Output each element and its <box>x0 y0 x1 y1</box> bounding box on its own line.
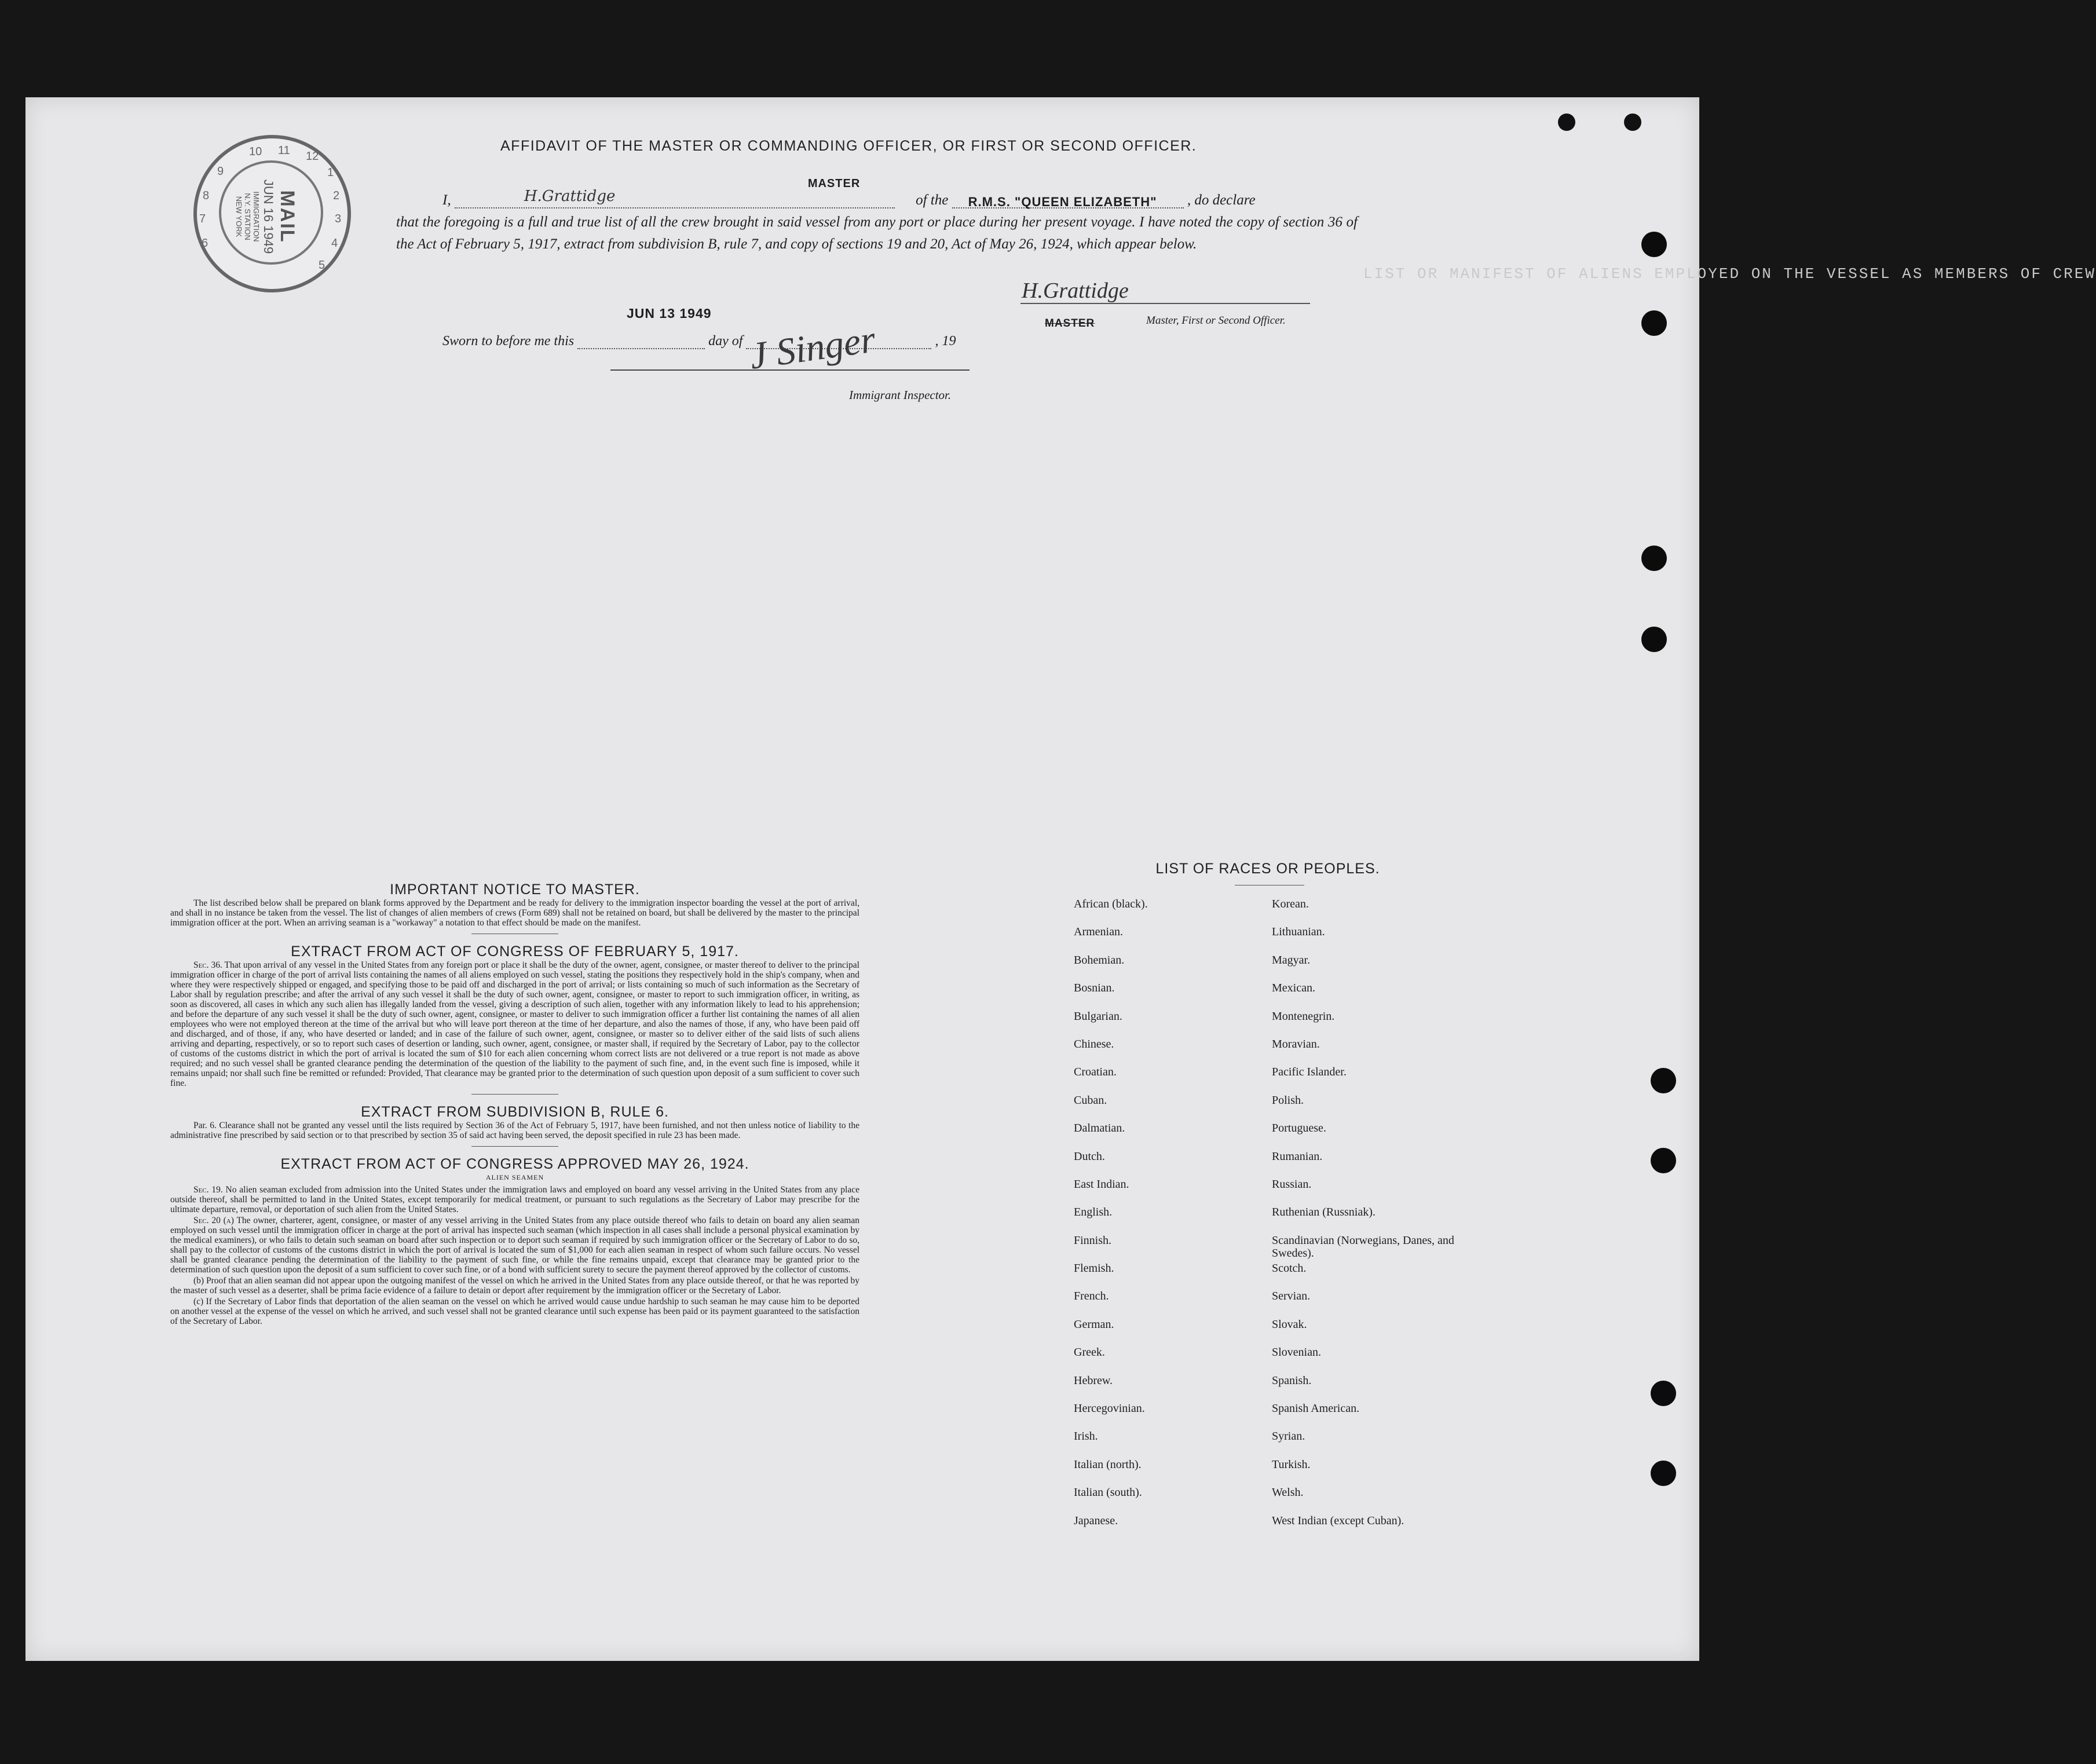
race-item: Croatian. <box>1074 1066 1117 1079</box>
inspector-line <box>610 369 970 371</box>
sec20a-paragraph <box>170 1216 859 1275</box>
race-item: Korean. <box>1272 898 1309 910</box>
stamp-number: 3 <box>335 213 342 225</box>
race-item: Finnish. <box>1074 1234 1112 1247</box>
punch-hole <box>1641 546 1667 571</box>
master-name-handwritten: H.Grattidge <box>524 188 616 205</box>
inspector-label: Immigrant Inspector. <box>849 388 952 402</box>
rule6-paragraph <box>170 1121 859 1140</box>
race-item: Lithuanian. <box>1272 925 1325 939</box>
stamp-mail-text: MAIL <box>276 190 298 243</box>
race-item: Irish. <box>1074 1430 1098 1443</box>
extract-1917-title: EXTRACT FROM ACT OF CONGRESS OF FEBRUARY 5, 1917. <box>291 943 739 960</box>
race-item: Moravian. <box>1272 1037 1320 1051</box>
vessel-field <box>952 190 1184 208</box>
affidavit-declaration: that the foregoing is a full and true list of all the crew brought in said vessel from any port or place during her present voyage. I have noted the copy of section 36 of the Act of February 5, 1917, extract from subdivision B, rule 7, and copy of sections 19 and 20, Act of May 26, 1924, which appear below. <box>396 214 1358 252</box>
race-item: Montenegrin. <box>1272 1009 1335 1023</box>
race-item: Dutch. <box>1074 1150 1105 1163</box>
sec20c-paragraph: (c) If the Secretary of Labor finds that deportation of the alien seaman on the vessel on which he arrived would cause undue hardship to such seaman he may cause him to be deported on another vessel at the expense of the vessel on which he arrived, and such vessel shall not be granted clearance until such expense has been paid or its payment guaranteed to the satisfaction of the Secretary of Labor. <box>170 1297 859 1326</box>
stamp-date: JUN 16 1949 <box>261 179 276 254</box>
stamp-number: 4 <box>331 237 338 250</box>
race-item: Slovenian. <box>1272 1346 1321 1359</box>
race-item: German. <box>1074 1317 1114 1331</box>
extract-1917-paragraph <box>170 960 859 1088</box>
divider <box>471 1094 558 1095</box>
do-declare: , do declare <box>1187 192 1256 208</box>
race-item: Bulgarian. <box>1074 1009 1122 1023</box>
race-item: Mexican. <box>1272 982 1315 995</box>
race-item: Japanese. <box>1074 1514 1118 1527</box>
race-item: Slovak. <box>1272 1317 1307 1331</box>
extract-1924-title: EXTRACT FROM ACT OF CONGRESS APPROVED MAY 26, 1924. <box>280 1156 749 1172</box>
document-page <box>25 97 2096 1661</box>
race-item: East Indian. <box>1074 1177 1129 1191</box>
stamp-number: 11 <box>278 144 290 157</box>
extract-1917-text: That upon arrival of any vessel in the United States from any foreign port or place it shall be the duty of the owner, agent, consignee, or master thereof to deliver to the principal immigration officer in charge of the port of arrival lists containing the names of all aliens employed on such vessel, stating the positions they respectively hold in the ship's company, when and where they were respectively shipped or engaged, and specifying those to be paid off and discharged in the port of arrival; or lists containing so much of such information as the Secretary of Labor shall by regulation prescribe; and after the arrival of any such vessel it shall be the duty of such owner, agent, consignee, or master to report to such immigration officer, in writing, as soon as discovered, all cases in which any such alien has illegally landed from the vessel, giving a description of such alien, together with any information likely to lead to his apprehension; and before the departure of any such vessel it shall be the duty of such owner, agent, consignee, or master to deliver to such immigration officer a further list containing the names of all alien employees who were not employed thereon at the time of the arrival but who will leave port thereon at the time of her departure, and also the names of those, if any, who have been paid off and discharged, and of those, if any, who have deserted or landed; and in case of the failure of such owner, agent, consignee, or master so to deliver either of the said lists of such aliens arriving and departing, respectively, or so to report such cases of desertion or landing, such owner, agent, consignee, or master shall, if required by the Secretary of Labor, pay to the collector of customs of the customs district in which the port of arrival is located the sum of $10 for each alien concerning whom correct lists are not delivered or a true report is not made as above required; and no such vessel shall be granted clearance pending the determination of the question of the liability to the payment of such fine, and, in the event such fine is imposed, while it remains unpaid; nor shall such fine be remitted or refunded: Provided, That clearance may be granted prior to the determination of such question upon deposit of a sum sufficient to cover such fine. <box>170 960 859 1088</box>
race-item: Hercegovinian. <box>1074 1402 1145 1415</box>
divider <box>471 1146 558 1147</box>
sworn-day-field <box>577 334 705 349</box>
master-typed: MASTER <box>807 177 861 190</box>
bleed-through-text: LIST OR MANIFEST OF ALIENS EMPLOYED ON THE VESSEL AS MEMBERS OF CREW <box>1363 265 2096 283</box>
race-item: Polish. <box>1272 1093 1304 1107</box>
stamp-number: 10 <box>249 145 262 158</box>
race-item: Italian (north). <box>1074 1458 1142 1471</box>
master-name-field <box>455 177 895 208</box>
race-item: Syrian. <box>1272 1430 1305 1443</box>
race-item: Cuban. <box>1074 1093 1107 1107</box>
affidavit-of-the: of the <box>916 192 949 208</box>
stamp-line: IMMIGRATION <box>252 191 261 242</box>
race-item: English. <box>1074 1206 1113 1219</box>
stamp-center <box>235 159 298 275</box>
race-item: Scotch. <box>1272 1262 1307 1275</box>
races-right-column <box>1272 898 1469 1542</box>
races-title: LIST OF RACES OR PEOPLES. <box>1155 861 1380 877</box>
race-item: Rumanian. <box>1272 1150 1323 1163</box>
punch-hole <box>1651 1461 1676 1486</box>
rule6-text: Clearance shall not be granted any vessel until the lists required by Section 36 of the Act of February 5, 1917, have been furnished, and not then unless notice of liability to the administrative fine prescribed by said section or to that prescribed by section 35 of said act having been served, the deposit specified in rule 23 has been made. <box>170 1121 859 1140</box>
affidavit-title: AFFIDAVIT OF THE MASTER OR COMMANDING OFFICER, OR FIRST OR SECOND OFFICER. <box>500 138 1197 154</box>
sec19-text: No alien seaman excluded from admission into the United States under the immigration laws and employed on board any vessel arriving in the United States from any place outside thereof, shall be permitted to land in the United States, except temporarily for medical treatment, or pursuant to such regulations as the Secretary of Labor may prescribe for the ultimate departure, removal, or deportation of such alien from the United States. <box>170 1185 859 1214</box>
inspector-signature: J Singer <box>747 318 879 378</box>
race-item: Pacific Islander. <box>1272 1066 1347 1079</box>
rule6-title: EXTRACT FROM SUBDIVISION B, RULE 6. <box>361 1104 669 1120</box>
race-item: Greek. <box>1074 1346 1105 1359</box>
section-label: Sec. 19. <box>193 1185 223 1195</box>
date-stamp: JUN 13 1949 <box>627 306 712 321</box>
race-item: Welsh. <box>1272 1486 1304 1499</box>
stamp-number: 12 <box>306 150 319 163</box>
sworn-prefix: Sworn to before me this <box>442 334 575 349</box>
stamp-number: 5 <box>319 259 325 272</box>
race-item: Bosnian. <box>1074 982 1115 995</box>
affidavit-first-line <box>442 177 1256 209</box>
race-item: Chinese. <box>1074 1037 1114 1051</box>
punch-hole <box>1624 114 1641 131</box>
race-item: Dalmatian. <box>1074 1122 1125 1135</box>
sec20a-text: The owner, charterer, agent, consignee, or master of any vessel arriving in the United States from any place outside thereof who fails to detain on board any alien seaman employed on such vessel until the immigration officer in charge at the port of arrival has inspected such seaman (which inspection in all cases shall include a personal physical examination by the medical examiners), or who fails to detain such seaman on board after such inspection or to deport such seaman if required by such immigration officer or the Secretary of Labor to do so, shall pay to the collector of customs of the customs district in which the port of arrival is located the sum of $1,000 for each alien seaman in respect of whom such failure occurs. No vessel shall be granted clearance pending the determination of the liability to the payment of such fine, or while the fine remains unpaid, except that clearance may be granted prior to the determination of such question upon the deposit of a sum sufficient to cover such fine, or of a bond with sufficient surety to secure the payment thereof approved by the collector of customs. <box>170 1216 859 1275</box>
race-item: Turkish. <box>1272 1458 1311 1471</box>
race-item: Hebrew. <box>1074 1374 1113 1387</box>
legal-notices <box>170 881 859 1327</box>
stamp-number: 7 <box>199 213 206 225</box>
stamp-number: 8 <box>203 189 210 202</box>
sworn-line <box>442 334 956 349</box>
stamp-number: 1 <box>327 166 334 179</box>
signature-label: Master, First or Second Officer. <box>1146 314 1286 327</box>
punch-hole <box>1641 627 1667 652</box>
alien-seamen-subtitle: ALIEN SEAMEN <box>485 1173 544 1181</box>
punch-hole <box>1641 232 1667 257</box>
race-item: Spanish American. <box>1272 1402 1360 1415</box>
punch-hole <box>1651 1381 1676 1406</box>
punch-hole <box>1651 1148 1676 1173</box>
par-label: Par. 6. <box>193 1121 217 1130</box>
punch-hole <box>1651 1068 1676 1093</box>
race-item: Spanish. <box>1272 1374 1312 1387</box>
punch-hole <box>1641 310 1667 336</box>
sworn-day-of: day of <box>708 334 743 349</box>
sworn-year: , 19 <box>935 334 956 349</box>
race-item: Flemish. <box>1074 1262 1114 1275</box>
stamp-number: 2 <box>333 189 340 202</box>
affidavit-i: I, <box>442 192 451 208</box>
signature-line <box>1020 303 1310 304</box>
stamp-number: 6 <box>202 237 208 250</box>
race-item: French. <box>1074 1290 1109 1303</box>
vessel-name: R.M.S. "QUEEN ELIZABETH" <box>968 195 1157 209</box>
race-item: Armenian. <box>1074 925 1123 939</box>
race-item: Ruthenian (Russniak). <box>1272 1206 1376 1219</box>
stamp-line: NEW YORK <box>235 196 243 237</box>
race-item: Scandinavian (Norwegians, Danes, and Swedes). <box>1272 1234 1454 1260</box>
races-left-column <box>1074 898 1259 1542</box>
race-item: African (black). <box>1074 898 1148 910</box>
notice-text: The list described below shall be prepared on blank forms approved by the Department and be ready for delivery to the immigration inspector boarding the vessel at the port of arrival, and shall in no instance be taken from the vessel. The list of changes of alien members of crews (Form 689) shall not be retained on board, but shall be delivered by the master to the principal immigration officer at the port. When an arriving seaman is a "workaway" a notation to that effect should be made on the manifest. <box>170 898 859 928</box>
race-item: Italian (south). <box>1074 1486 1142 1499</box>
race-item: Russian. <box>1272 1177 1312 1191</box>
stamp-line: N.Y. STATION <box>243 193 252 240</box>
stamp-number: 9 <box>217 165 224 178</box>
race-item: Servian. <box>1272 1290 1311 1303</box>
sec19-paragraph <box>170 1185 859 1214</box>
race-item: Bohemian. <box>1074 953 1125 967</box>
race-item: West Indian (except Cuban). <box>1272 1514 1404 1527</box>
race-item: Portuguese. <box>1272 1122 1326 1135</box>
section-label: Sec. 20 (a) <box>193 1216 234 1225</box>
notice-title: IMPORTANT NOTICE TO MASTER. <box>390 881 640 898</box>
sec20b-paragraph: (b) Proof that an alien seaman did not appear upon the outgoing manifest of the vessel on which he arrived in the United States from any place outside thereof, or that he was reported by the master of such vessel as a deserter, shall be prima facie evidence of a failure to detain or deport after requirement by the immigration officer or the Secretary of Labor. <box>170 1276 859 1295</box>
race-item: Magyar. <box>1272 953 1311 967</box>
master-signature: H.Grattidge <box>1022 279 1129 303</box>
mail-stamp <box>193 135 351 292</box>
section-label: Sec. 36. <box>193 960 222 970</box>
master-struck-label: MASTER <box>1045 317 1095 330</box>
punch-hole <box>1558 114 1575 131</box>
